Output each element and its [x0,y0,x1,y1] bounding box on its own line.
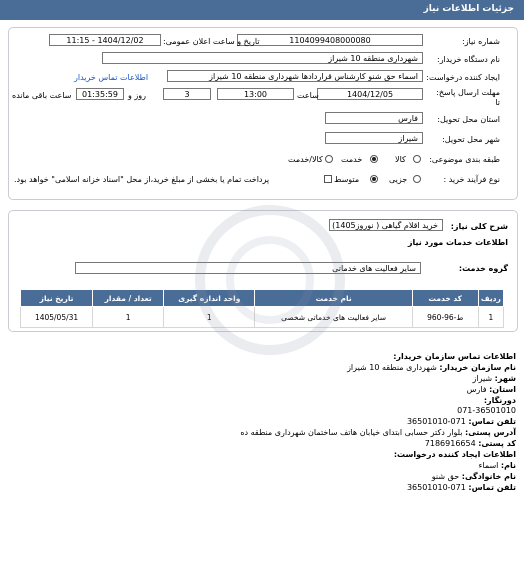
name-label: نام: [500,461,516,470]
remaining-label: ساعت باقی مانده [12,91,72,100]
contact-city-value: شیراز [472,374,493,383]
buyer-label: نام دستگاه خریدار: [437,55,500,64]
summary-label: شرح کلی نیاز: [450,222,508,231]
category-option-service: خدمت [341,155,363,164]
contact-province-label: استان: [489,385,516,394]
creator-phone-label: تلفن تماس: [468,483,516,492]
contact-section [393,352,516,361]
org-label: نام سازمان خریدار: [439,363,516,372]
creator-label: ایجاد کننده درخواست: [426,73,500,82]
city-field: شیراز [325,132,423,144]
announce-label: تاریخ و ساعت اعلان عمومی: [163,37,260,46]
contact-city-label: شهر: [494,374,516,383]
category-radio-goods-service[interactable] [325,155,333,163]
province-field: فارس [325,112,423,124]
contact-title: اطلاعات تماس سازمان خریدار: [393,352,516,361]
process-option-minor: جزیی [389,175,408,184]
col-service-name: نام خدمت [255,290,412,307]
col-row: ردیف [478,290,503,307]
category-radio-service[interactable] [370,155,378,163]
phone-value: 071-36501010 [406,417,466,426]
process-label: نوع فرآیند خرید : [443,175,500,184]
creator-phone-value: 071-36501010 [406,483,466,492]
province-label: استان محل تحویل: [437,115,500,124]
services-section-title: اطلاعات خدمات مورد نیاز [407,238,508,247]
category-label: طبقه بندی موضوعی: [429,155,500,164]
org-value: شهرداری منطقه 10 شیراز [347,363,437,372]
watermark-logo-icon [150,180,390,380]
announce-field: 1404/12/02 - 11:15 [49,34,161,46]
deadline-time-label: ساعت [297,91,319,100]
cell-need-date: 1405/05/31 [21,307,93,328]
postal-line [425,439,516,448]
buyer-contact-link[interactable]: اطلاعات تماس خریدار [74,73,149,82]
city-label: شهر محل تحویل: [442,135,500,144]
remaining-field: 01:35:59 [76,88,124,100]
cell-service-code: ط-96-960 [412,307,478,328]
contact-province-line [467,385,516,394]
process-option-medium: متوسط [334,175,360,184]
col-service-code: کد خدمت [412,290,478,307]
days-label: روز و [128,91,146,100]
col-quantity: تعداد / مقدار [93,290,164,307]
deadline-date-field: 1404/12/05 [317,88,423,100]
name-line [479,461,516,470]
col-unit: واحد اندازه گیری [164,290,255,307]
creator-section [394,450,516,459]
fax-label: دورنگار: [483,396,516,405]
deadline-label: مهلت ارسال پاسخ: تا [436,88,500,107]
deadline-time-field: 13:00 [217,88,294,100]
need-number-label: شماره نیاز: [462,37,500,46]
process-radio-minor[interactable] [413,175,421,183]
cell-service-name: سایر فعالیت های خدماتی شخصی [255,307,412,328]
postal-value: 7186916654 [424,439,476,448]
contact-province-value: فارس [466,385,487,394]
cell-quantity: 1 [93,307,164,328]
family-line [432,472,516,481]
buyer-field: شهرداری منطقه 10 شیراز [102,52,423,64]
summary-field: خرید اقلام گیاهی ( نوروز1405) [329,219,443,231]
family-value: حق شنو [431,472,460,481]
address-label: آدرس پستی: [465,428,516,437]
phone-line [407,417,516,426]
fax-value: 071-36501010 [457,406,516,415]
postal-label: کد پستی: [478,439,516,448]
treasury-payment-text: پرداخت تمام یا بخشی از مبلغ خرید،از محل "اسناد خزانه اسلامی" خواهد بود. [14,175,270,184]
service-group-field: سایر فعالیت های خدماتی [75,262,421,274]
family-label: نام خانوادگی: [461,472,516,481]
page-title: جزئیات اطلاعات نیاز [423,4,514,14]
category-option-goods-service: کالا/خدمت [288,155,323,164]
category-radio-goods[interactable] [413,155,421,163]
fax-value-line [457,406,516,415]
address-value: بلوار دکتر حسابی ابتدای خیابان هاتف ساختمان شهرداری منطقه ده [240,428,463,437]
days-field: 3 [163,88,211,100]
category-option-goods: کالا [395,155,406,164]
page-header [0,0,524,20]
fax-line [484,396,516,405]
contact-city-line [473,374,517,383]
service-group-label: گروه خدمت: [458,264,508,273]
cell-unit: 1 [164,307,255,328]
address-line [240,428,516,437]
cell-row: 1 [478,307,503,328]
creator-phone-line [407,483,516,492]
name-value: اسماء [478,461,499,470]
creator-title: اطلاعات ایجاد کننده درخواست: [393,450,516,459]
need-number-field: 1104099408000080 [237,34,423,46]
creator-field: اسماء حق شنو کارشناس قراردادها شهرداری منطقه 10 شیراز [167,70,423,82]
col-need-date: تاریخ نیاز [21,290,93,307]
phone-label: تلفن تماس: [468,417,516,426]
